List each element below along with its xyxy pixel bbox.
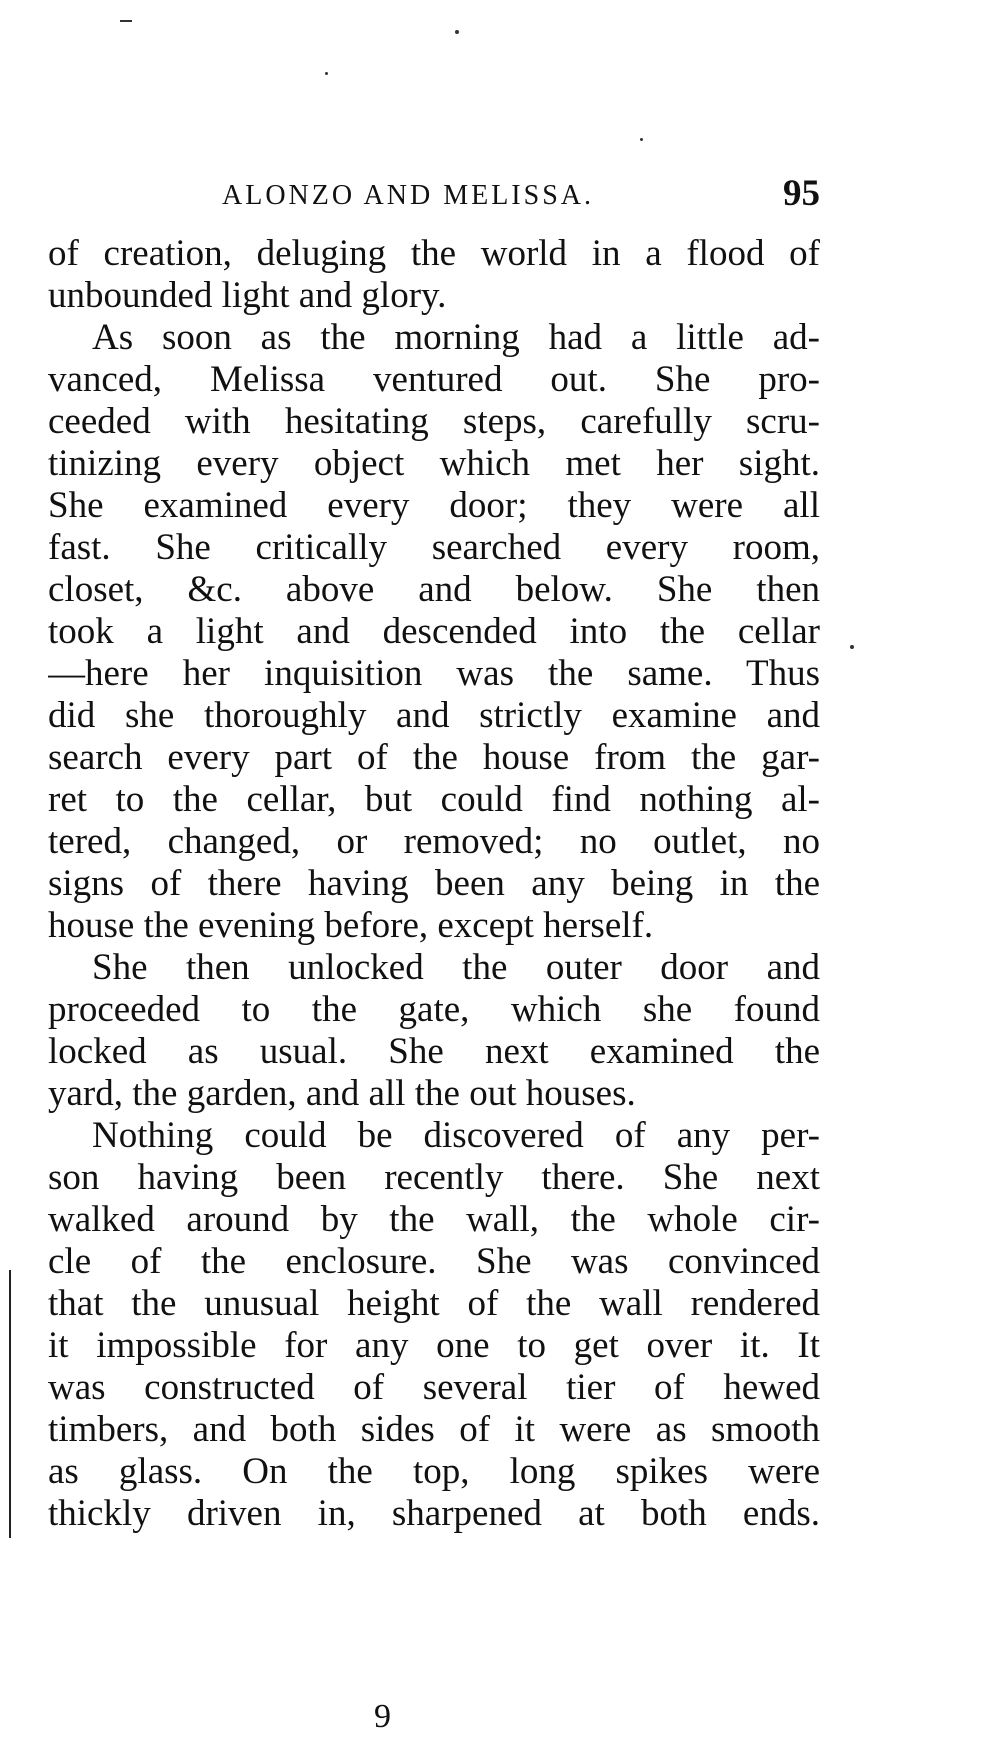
- text-line: She examined every door; they were all: [48, 485, 820, 526]
- signature-mark: 9: [374, 1698, 391, 1735]
- text-line: unbounded light and glory.: [48, 275, 447, 316]
- text-line: fast. She critically searched every room,: [48, 527, 820, 568]
- text-line: of creation, deluging the world in a flood of: [48, 233, 820, 274]
- text-line: —here her inquisition was the same. Thus: [48, 653, 820, 694]
- text-line: son having been recently there. She next: [48, 1157, 820, 1198]
- text-line: house the evening before, except herself.: [48, 905, 654, 946]
- text-line: tinizing every object which met her sight.: [48, 443, 820, 484]
- text-line: cle of the enclosure. She was convinced: [48, 1241, 820, 1282]
- text-line: ceeded with hesitating steps, carefully scru-: [48, 401, 820, 442]
- text-line: walked around by the wall, the whole cir-: [48, 1199, 820, 1240]
- running-head: ALONZO AND MELISSA.: [222, 180, 594, 211]
- text-line: timbers, and both sides of it were as smooth: [48, 1409, 820, 1450]
- print-speck: [455, 30, 459, 34]
- text-line: took a light and descended into the cellar: [48, 611, 820, 652]
- text-line: did she thoroughly and strictly examine and: [48, 695, 820, 736]
- text-line: vanced, Melissa ventured out. She pro-: [48, 359, 820, 400]
- text-line: thickly driven in, sharpened at both ends.: [48, 1493, 820, 1534]
- text-line: signs of there having been any being in the: [48, 863, 820, 904]
- text-line: as glass. On the top, long spikes were: [48, 1451, 820, 1492]
- print-speck: [640, 138, 643, 141]
- page-header: [48, 172, 820, 218]
- text-line: locked as usual. She next examined the: [48, 1031, 820, 1072]
- print-speck: [325, 72, 328, 75]
- text-line: proceeded to the gate, which she found: [48, 989, 820, 1030]
- text-line: ret to the cellar, but could find nothing al-: [48, 779, 820, 820]
- text-line: that the unusual height of the wall rendered: [48, 1283, 820, 1324]
- print-speck: [120, 20, 132, 22]
- text-line: Nothing could be discovered of any per-: [92, 1115, 820, 1156]
- text-line: tered, changed, or removed; no outlet, no: [48, 821, 820, 862]
- text-line: was constructed of several tier of hewed: [48, 1367, 820, 1408]
- text-line: yard, the garden, and all the out houses.: [48, 1073, 636, 1114]
- margin-rule: [9, 1270, 11, 1538]
- text-line: closet, &c. above and below. She then: [48, 569, 820, 610]
- text-line: As soon as the morning had a little ad-: [92, 317, 820, 358]
- text-line: She then unlocked the outer door and: [92, 947, 820, 988]
- print-speck: [850, 645, 854, 649]
- body-text: [48, 233, 820, 1535]
- page-number: 95: [783, 173, 820, 214]
- text-line: it impossible for any one to get over it. It: [48, 1325, 820, 1366]
- text-line: search every part of the house from the gar-: [48, 737, 820, 778]
